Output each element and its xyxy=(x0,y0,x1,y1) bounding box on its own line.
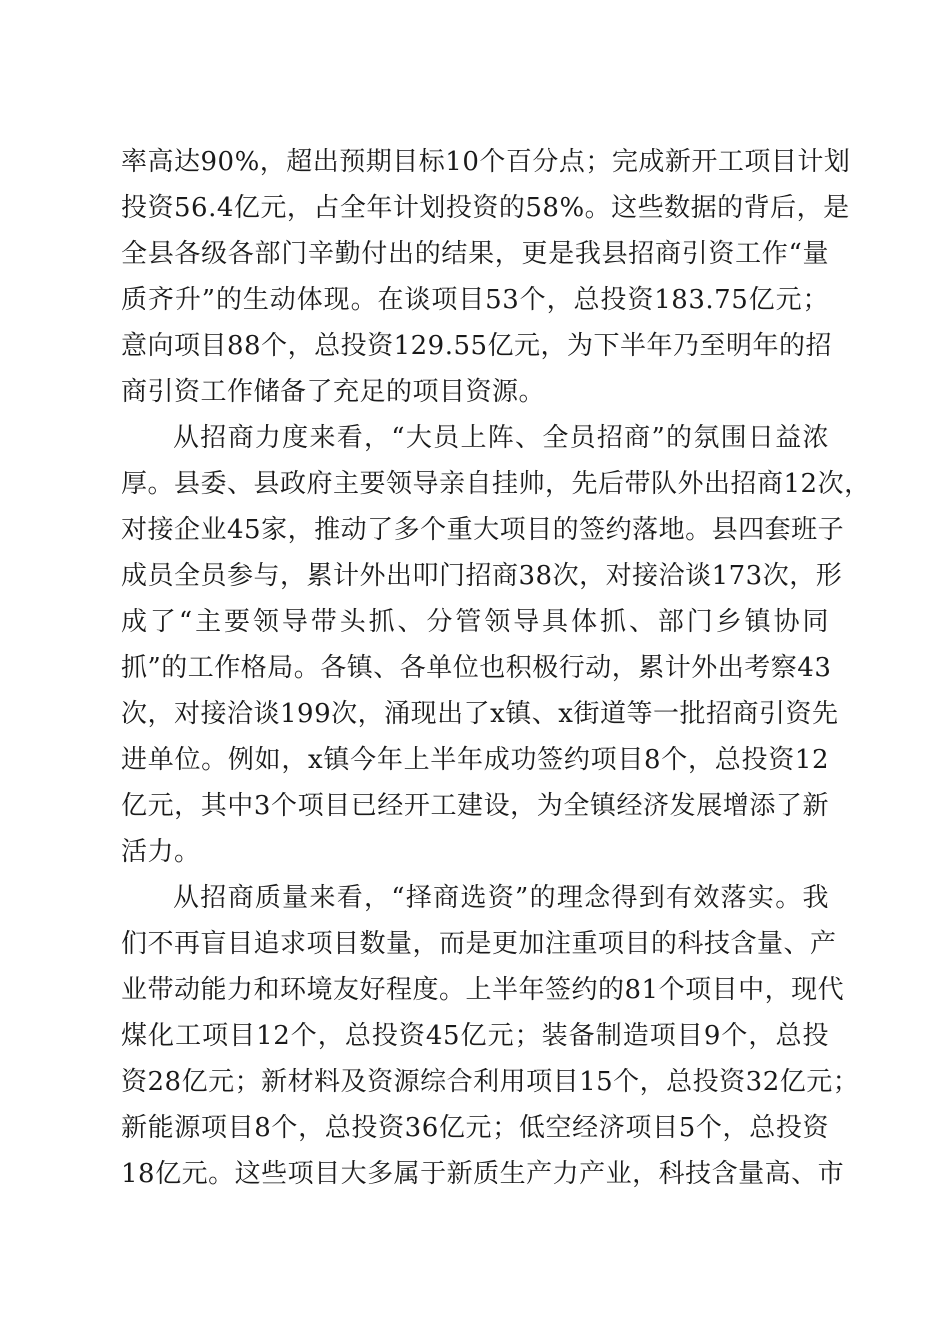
text-line: 们不再盲目追求项目数量，而是更加注重项目的科技含量、产 xyxy=(121,929,837,959)
text-line: 对接企业45家，推动了多个重大项目的签约落地。县四套班子 xyxy=(121,515,845,545)
text-line: 18亿元。这些项目大多属于新质生产力产业，科技含量高、市 xyxy=(121,1159,845,1189)
text-line: 质齐升”的生动体现。在谈项目53个，总投资183.75亿元； xyxy=(121,285,829,315)
text-line: 资28亿元；新材料及资源综合利用项目15个，总投资32亿元； xyxy=(121,1067,860,1097)
text-line: 新能源项目8个，总投资36亿元；低空经济项目5个，总投资 xyxy=(121,1113,829,1143)
paragraph-first-line: 从招商力度来看，“大员上阵、全员招商”的氛围日益浓 xyxy=(173,423,829,453)
text-line: 商引资工作储备了充足的项目资源。 xyxy=(121,377,546,407)
text-line: 厚。县委、县政府主要领导亲自挂帅，先后带队外出招商12次， xyxy=(121,469,871,499)
text-line: 活力。 xyxy=(121,837,201,867)
text-line: 意向项目88个，总投资129.55亿元，为下半年乃至明年的招 xyxy=(121,331,833,361)
paragraph-first-line: 从招商质量来看，“择商选资”的理念得到有效落实。我 xyxy=(173,883,829,913)
text-line: 亿元，其中3个项目已经开工建设，为全镇经济发展增添了新 xyxy=(121,791,829,821)
text-line: 抓”的工作格局。各镇、各单位也积极行动，累计外出考察43 xyxy=(121,653,832,683)
text-line: 次，对接洽谈199次，涌现出了x镇、x街道等一批招商引资先 xyxy=(121,699,839,729)
text-line: 成了“主要领导带头抓、分管领导具体抓、部门乡镇协同 xyxy=(121,607,829,637)
text-line: 煤化工项目12个，总投资45亿元；装备制造项目9个，总投 xyxy=(121,1021,829,1051)
text-line: 进单位。例如，x镇今年上半年成功签约项目8个，总投资12 xyxy=(121,745,829,775)
text-line: 成员全员参与，累计外出叩门招商38次，对接洽谈173次，形 xyxy=(121,561,843,591)
text-line: 业带动能力和环境友好程度。上半年签约的81个项目中，现代 xyxy=(121,975,845,1005)
text-line: 投资56.4亿元，占全年计划投资的58%。这些数据的背后，是 xyxy=(121,193,850,223)
text-line: 率高达90%，超出预期目标10个百分点；完成新开工项目计划 xyxy=(121,147,851,177)
text-line: 全县各级各部门辛勤付出的结果，更是我县招商引资工作“量 xyxy=(121,239,829,269)
